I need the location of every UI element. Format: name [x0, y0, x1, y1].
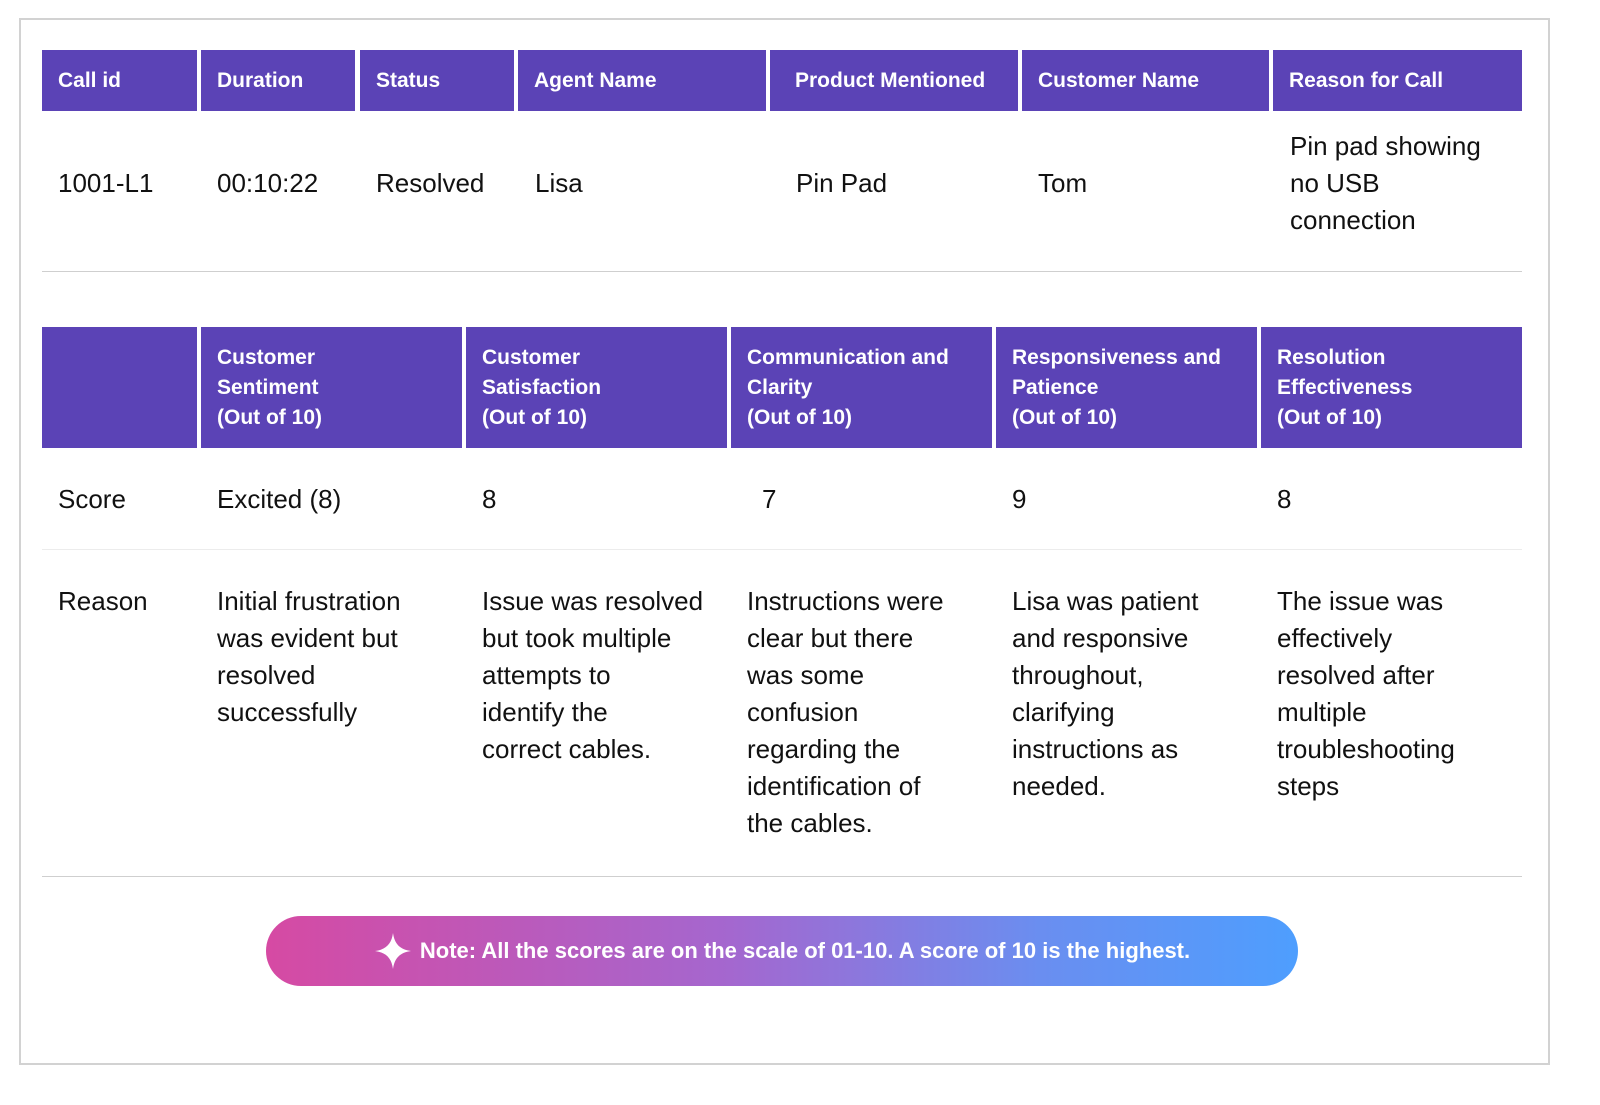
- header-reason-for-call: Reason for Call: [1273, 50, 1522, 111]
- cell-customer-name: Tom: [1038, 168, 1088, 198]
- header-customer-name: Customer Name: [1022, 50, 1269, 111]
- header-status: Status: [360, 50, 514, 111]
- header-product-mentioned: Product Mentioned: [770, 50, 1018, 111]
- score-header-empty: [42, 327, 197, 448]
- row-label-reason: Reason: [58, 586, 148, 616]
- cell-call-id: 1001-L1: [58, 168, 154, 198]
- header-duration: Duration: [201, 50, 355, 111]
- note-banner: [266, 916, 1298, 986]
- header-customer-satisfaction: Customer Satisfaction (Out of 10): [466, 327, 727, 448]
- table-bottom-divider: [42, 876, 1522, 877]
- score-customer-satisfaction: 8: [482, 484, 497, 514]
- note-text: Note: All the scores are on the scale of 01-10. A score of 10 is the highest.: [419, 938, 1191, 963]
- row-divider: [42, 549, 1522, 550]
- cell-product-mentioned: Pin Pad: [796, 168, 888, 198]
- reason-customer-satisfaction: Issue was resolved but took multiple attempts to identify the correct cables.: [482, 586, 704, 764]
- cell-status: Resolved: [376, 168, 485, 198]
- header-customer-sentiment: Customer Sentiment (Out of 10): [201, 327, 462, 448]
- sparkle-icon: [374, 932, 412, 970]
- header-agent-name: Agent Name: [518, 50, 766, 111]
- header-call-id: Call id: [42, 50, 197, 111]
- cell-agent-name: Lisa: [535, 168, 583, 198]
- cell-reason-for-call: Pin pad showing no USB connection: [1290, 131, 1481, 235]
- reason-responsiveness-patience: Lisa was patient and responsive throughout, clarifying instructions as needed.: [1012, 586, 1199, 801]
- header-responsiveness-patience: Responsiveness and Patience (Out of 10): [996, 327, 1257, 448]
- reason-communication-clarity: Instructions were clear but there was some confusion regarding the identification of the cables.: [747, 586, 944, 838]
- reason-resolution-effectiveness: The issue was effectively resolved after multiple troubleshooting steps: [1277, 586, 1455, 801]
- score-resolution-effectiveness: 8: [1277, 484, 1292, 514]
- score-customer-sentiment: Excited (8): [217, 484, 342, 514]
- cell-duration: 00:10:22: [217, 168, 319, 198]
- score-responsiveness-patience: 9: [1012, 484, 1027, 514]
- score-communication-clarity: 7: [762, 484, 777, 514]
- table-divider: [42, 271, 1522, 272]
- reason-customer-sentiment: Initial frustration was evident but resolved successfully: [217, 586, 401, 727]
- row-label-score: Score: [58, 484, 126, 514]
- header-communication-clarity: Communication and Clarity (Out of 10): [731, 327, 992, 448]
- header-resolution-effectiveness: Resolution Effectiveness (Out of 10): [1261, 327, 1522, 448]
